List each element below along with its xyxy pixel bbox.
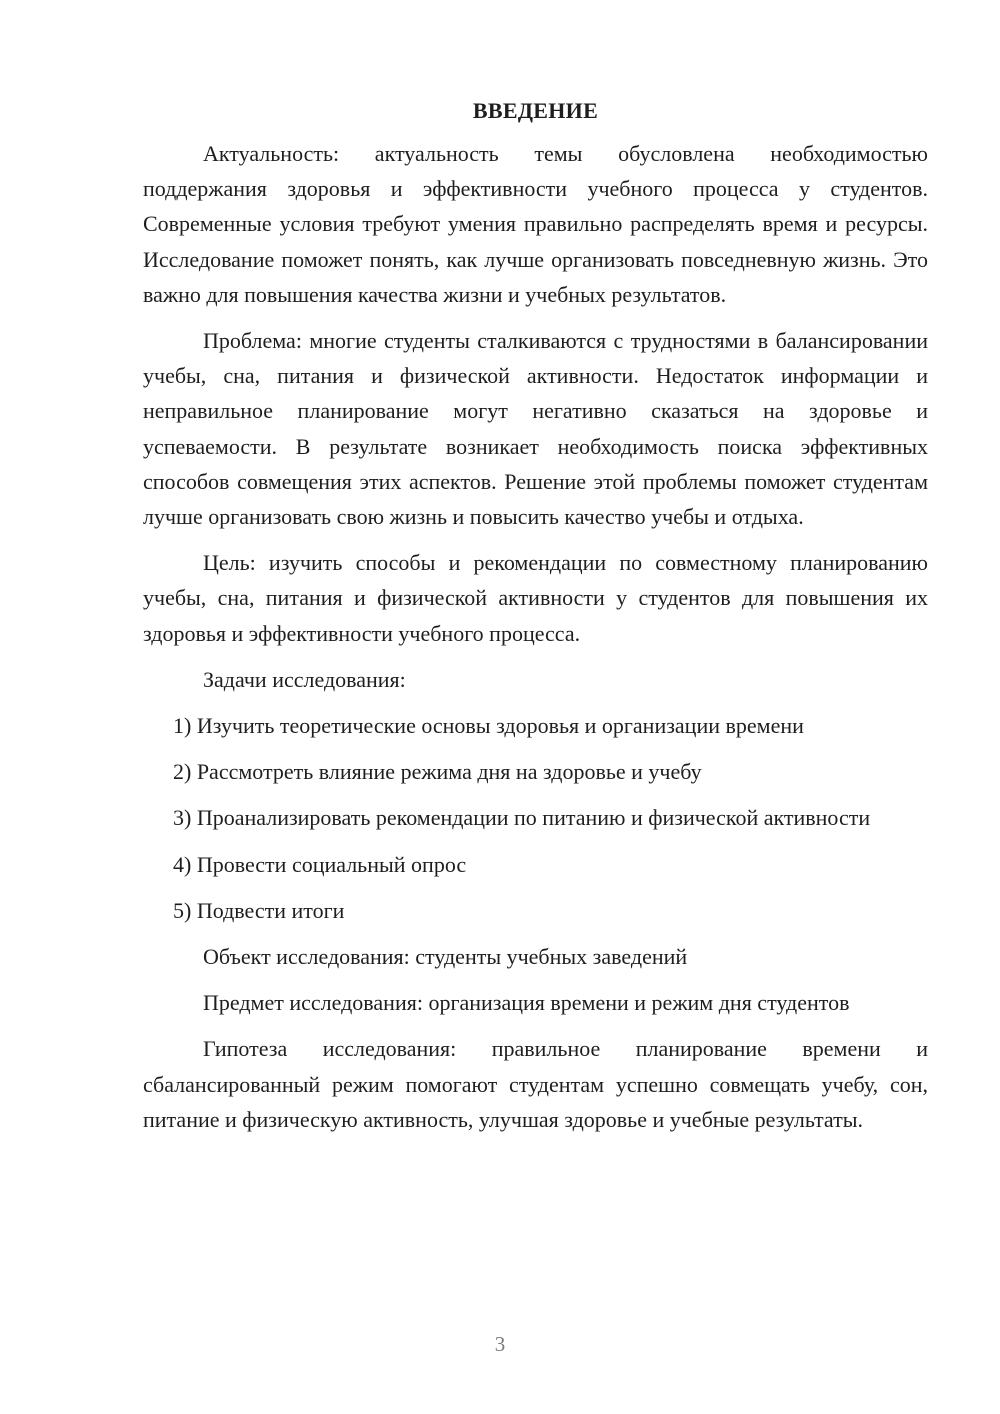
task-item-2: 2) Рассмотреть влияние режима дня на здоровье и учебу xyxy=(173,759,702,785)
object-paragraph: Объект исследования: студенты учебных заведений xyxy=(203,944,688,970)
section-title: ВВЕДЕНИЕ xyxy=(472,98,599,123)
task-item-1: 1) Изучить теоретические основы здоровья и организации времени xyxy=(173,713,804,739)
page-number: 3 xyxy=(494,1332,506,1356)
problem-paragraph: Проблема: многие студенты сталкиваются с трудностями в балансировании учебы, сна, питания и физической активности. Недостаток информации и неправильное планирование могут негативно сказаться на здоровье и успеваемости. В результате возникает необходимость поиска эффективных способов совмещения этих аспектов. Решение этой проблемы поможет студентам лучше организовать свою жизнь и повысить качество учебы и отдыха. xyxy=(143,328,928,530)
tasks-heading: Задачи исследования: xyxy=(203,666,406,692)
page-content xyxy=(143,94,928,1148)
task-item-3: 3) Проанализировать рекомендации по питанию и физической активности xyxy=(173,805,871,831)
subject-paragraph: Предмет исследования: организация времени и режим дня студентов xyxy=(203,990,850,1016)
goal-paragraph: Цель: изучить способы и рекомендации по совместному планированию учебы, сна, питания и физической активности у студентов для повышения их здоровья и эффективности учебного процесса. xyxy=(143,550,928,646)
hypothesis-paragraph: Гипотеза исследования: правильное планирование времени и сбалансированный режим помогают студентам успешно совмещать учебу, сон, питание и физическую активность, улучшая здоровье и учебные результаты. xyxy=(143,1036,928,1132)
relevance-paragraph: Актуальность: актуальность темы обусловлена необходимостью поддержания здоровья и эффективности учебного процесса у студентов. Современные условия требуют умения правильно распределять время и ресурсы. Исследование поможет понять, как лучше организовать повседневную жизнь. Это важно для повышения качества жизни и учебных результатов. xyxy=(143,141,928,307)
task-item-5: 5) Подвести итоги xyxy=(173,897,345,923)
task-item-4: 4) Провести социальный опрос xyxy=(173,851,467,877)
